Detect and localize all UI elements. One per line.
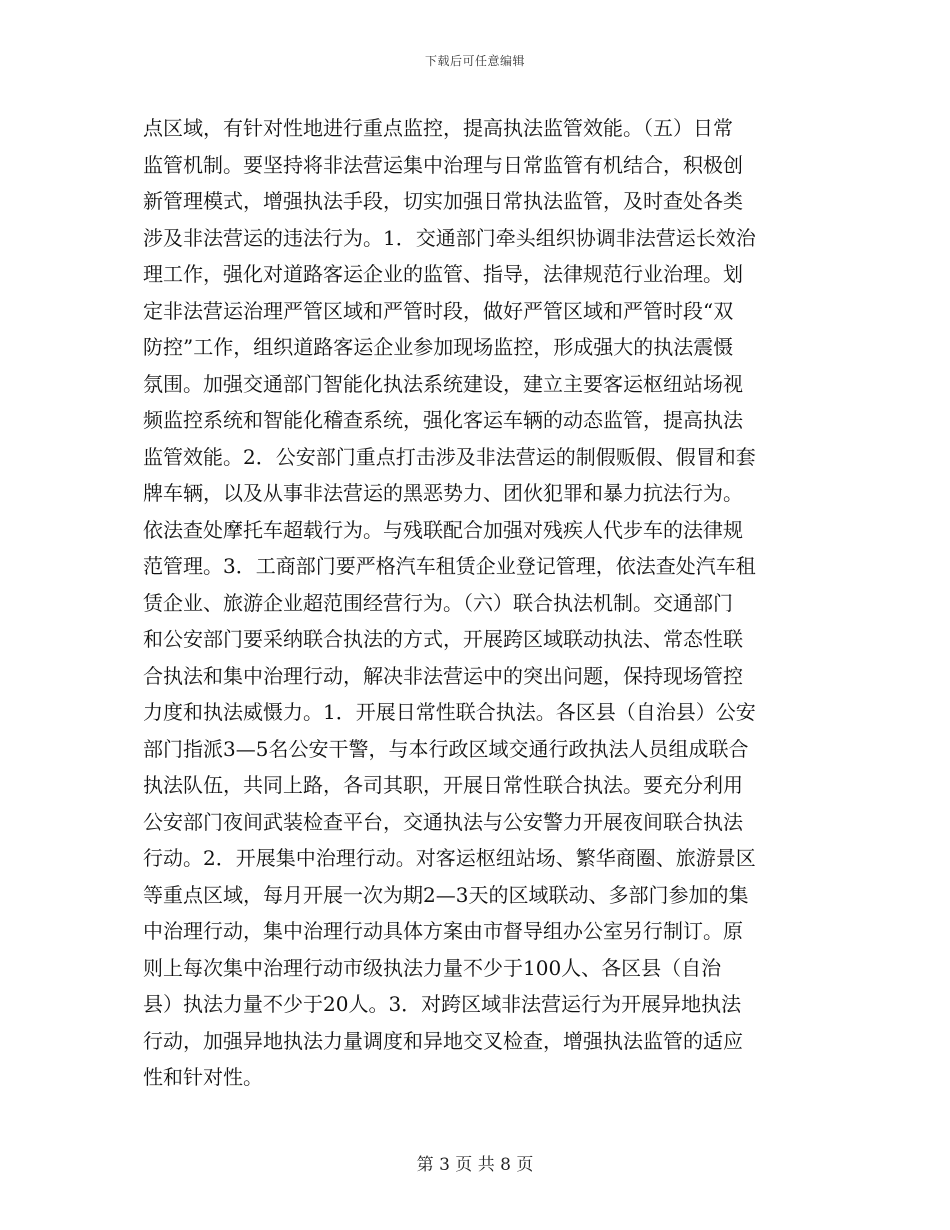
- page-number: 第 3 页 共 8 页: [416, 1155, 534, 1175]
- text-line: 范管理。3．工商部门要严格汽车租赁企业登记管理，依法查处汽车租: [143, 554, 756, 578]
- text-line: 公安部门夜间武装检查平台，交通执法与公安警力开展夜间联合执法: [143, 809, 743, 834]
- text-line: 行动。2．开展集中治理行动。对客运枢纽站场、繁华商圈、旅游景区: [143, 846, 756, 870]
- page-header-note: 下载后可任意编辑: [424, 54, 525, 68]
- text-line: 定非法营运治理严管区域和严管时段，做好严管区域和严管时段“双: [143, 298, 734, 323]
- text-line: 频监控系统和智能化稽查系统，强化客运车辆的动态监管，提高执法: [143, 408, 743, 432]
- text-line: 监管机制。要坚持将非法营运集中治理与日常监管有机结合，积极创: [143, 152, 743, 177]
- text-line: 依法查处摩托车超载行为。与残联配合加强对残疾人代步车的法律规: [143, 517, 743, 542]
- text-line: 防控”工作，组织道路客运企业参加现场监控，形成强大的执法震慑: [143, 335, 734, 359]
- text-line: 合执法和集中治理行动，解决非法营运中的突出问题，保持现场管控: [143, 663, 743, 688]
- document-body: [143, 110, 813, 1096]
- text-line: 等重点区域，每月开展一次为期2—3天的区域联动、多部门参加的集: [143, 882, 749, 907]
- text-line: 监管效能。2．公安部门重点打击涉及非法营运的制假贩假、假冒和套: [143, 444, 756, 469]
- text-line: 部门指派3—5名公安干警，与本行政区域交通行政执法人员组成联合: [143, 736, 749, 761]
- text-line: 赁企业、旅游企业超范围经营行为。（六）联合执法机制。交通部门: [143, 590, 733, 615]
- text-line: 氛围。加强交通部门智能化执法系统建设，建立主要客运枢纽站场视: [143, 371, 743, 396]
- text-line: 新管理模式，增强执法手段，切实加强日常执法监管，及时查处各类: [143, 189, 743, 213]
- text-line: 牌车辆，以及从事非法营运的黑恶势力、团伙犯罪和暴力抗法行为。: [143, 481, 743, 505]
- text-line: 点区域，有针对性地进行重点监控，提高执法监管效能。（五）日常: [143, 116, 733, 140]
- text-line: 力度和执法威慑力。1．开展日常性联合执法。各区县（自治县）公安: [143, 700, 756, 724]
- text-line: 和公安部门要采纳联合执法的方式，开展跨区域联动执法、常态性联: [143, 627, 743, 651]
- text-line: 则上每次集中治理行动市级执法力量不少于100人、各区县（自治: [143, 955, 722, 980]
- text-line: 县）执法力量不少于20人。3．对跨区域非法营运行为开展异地执法: [143, 992, 742, 1016]
- text-line: 理工作，强化对道路客运企业的监管、指导，法律规范行业治理。划: [143, 262, 743, 286]
- text-line: 中治理行动，集中治理行动具体方案由市督导组办公室另行制订。原: [143, 919, 743, 943]
- text-line: 执法队伍，共同上路，各司其职，开展日常性联合执法。要充分利用: [143, 773, 743, 797]
- text-line: 行动，加强异地执法力量调度和异地交叉检查，增强执法监管的适应: [143, 1028, 743, 1053]
- text-line: 涉及非法营运的违法行为。1．交通部门牵头组织协调非法营运长效治: [143, 225, 756, 250]
- text-line: 性和针对性。: [143, 1065, 263, 1089]
